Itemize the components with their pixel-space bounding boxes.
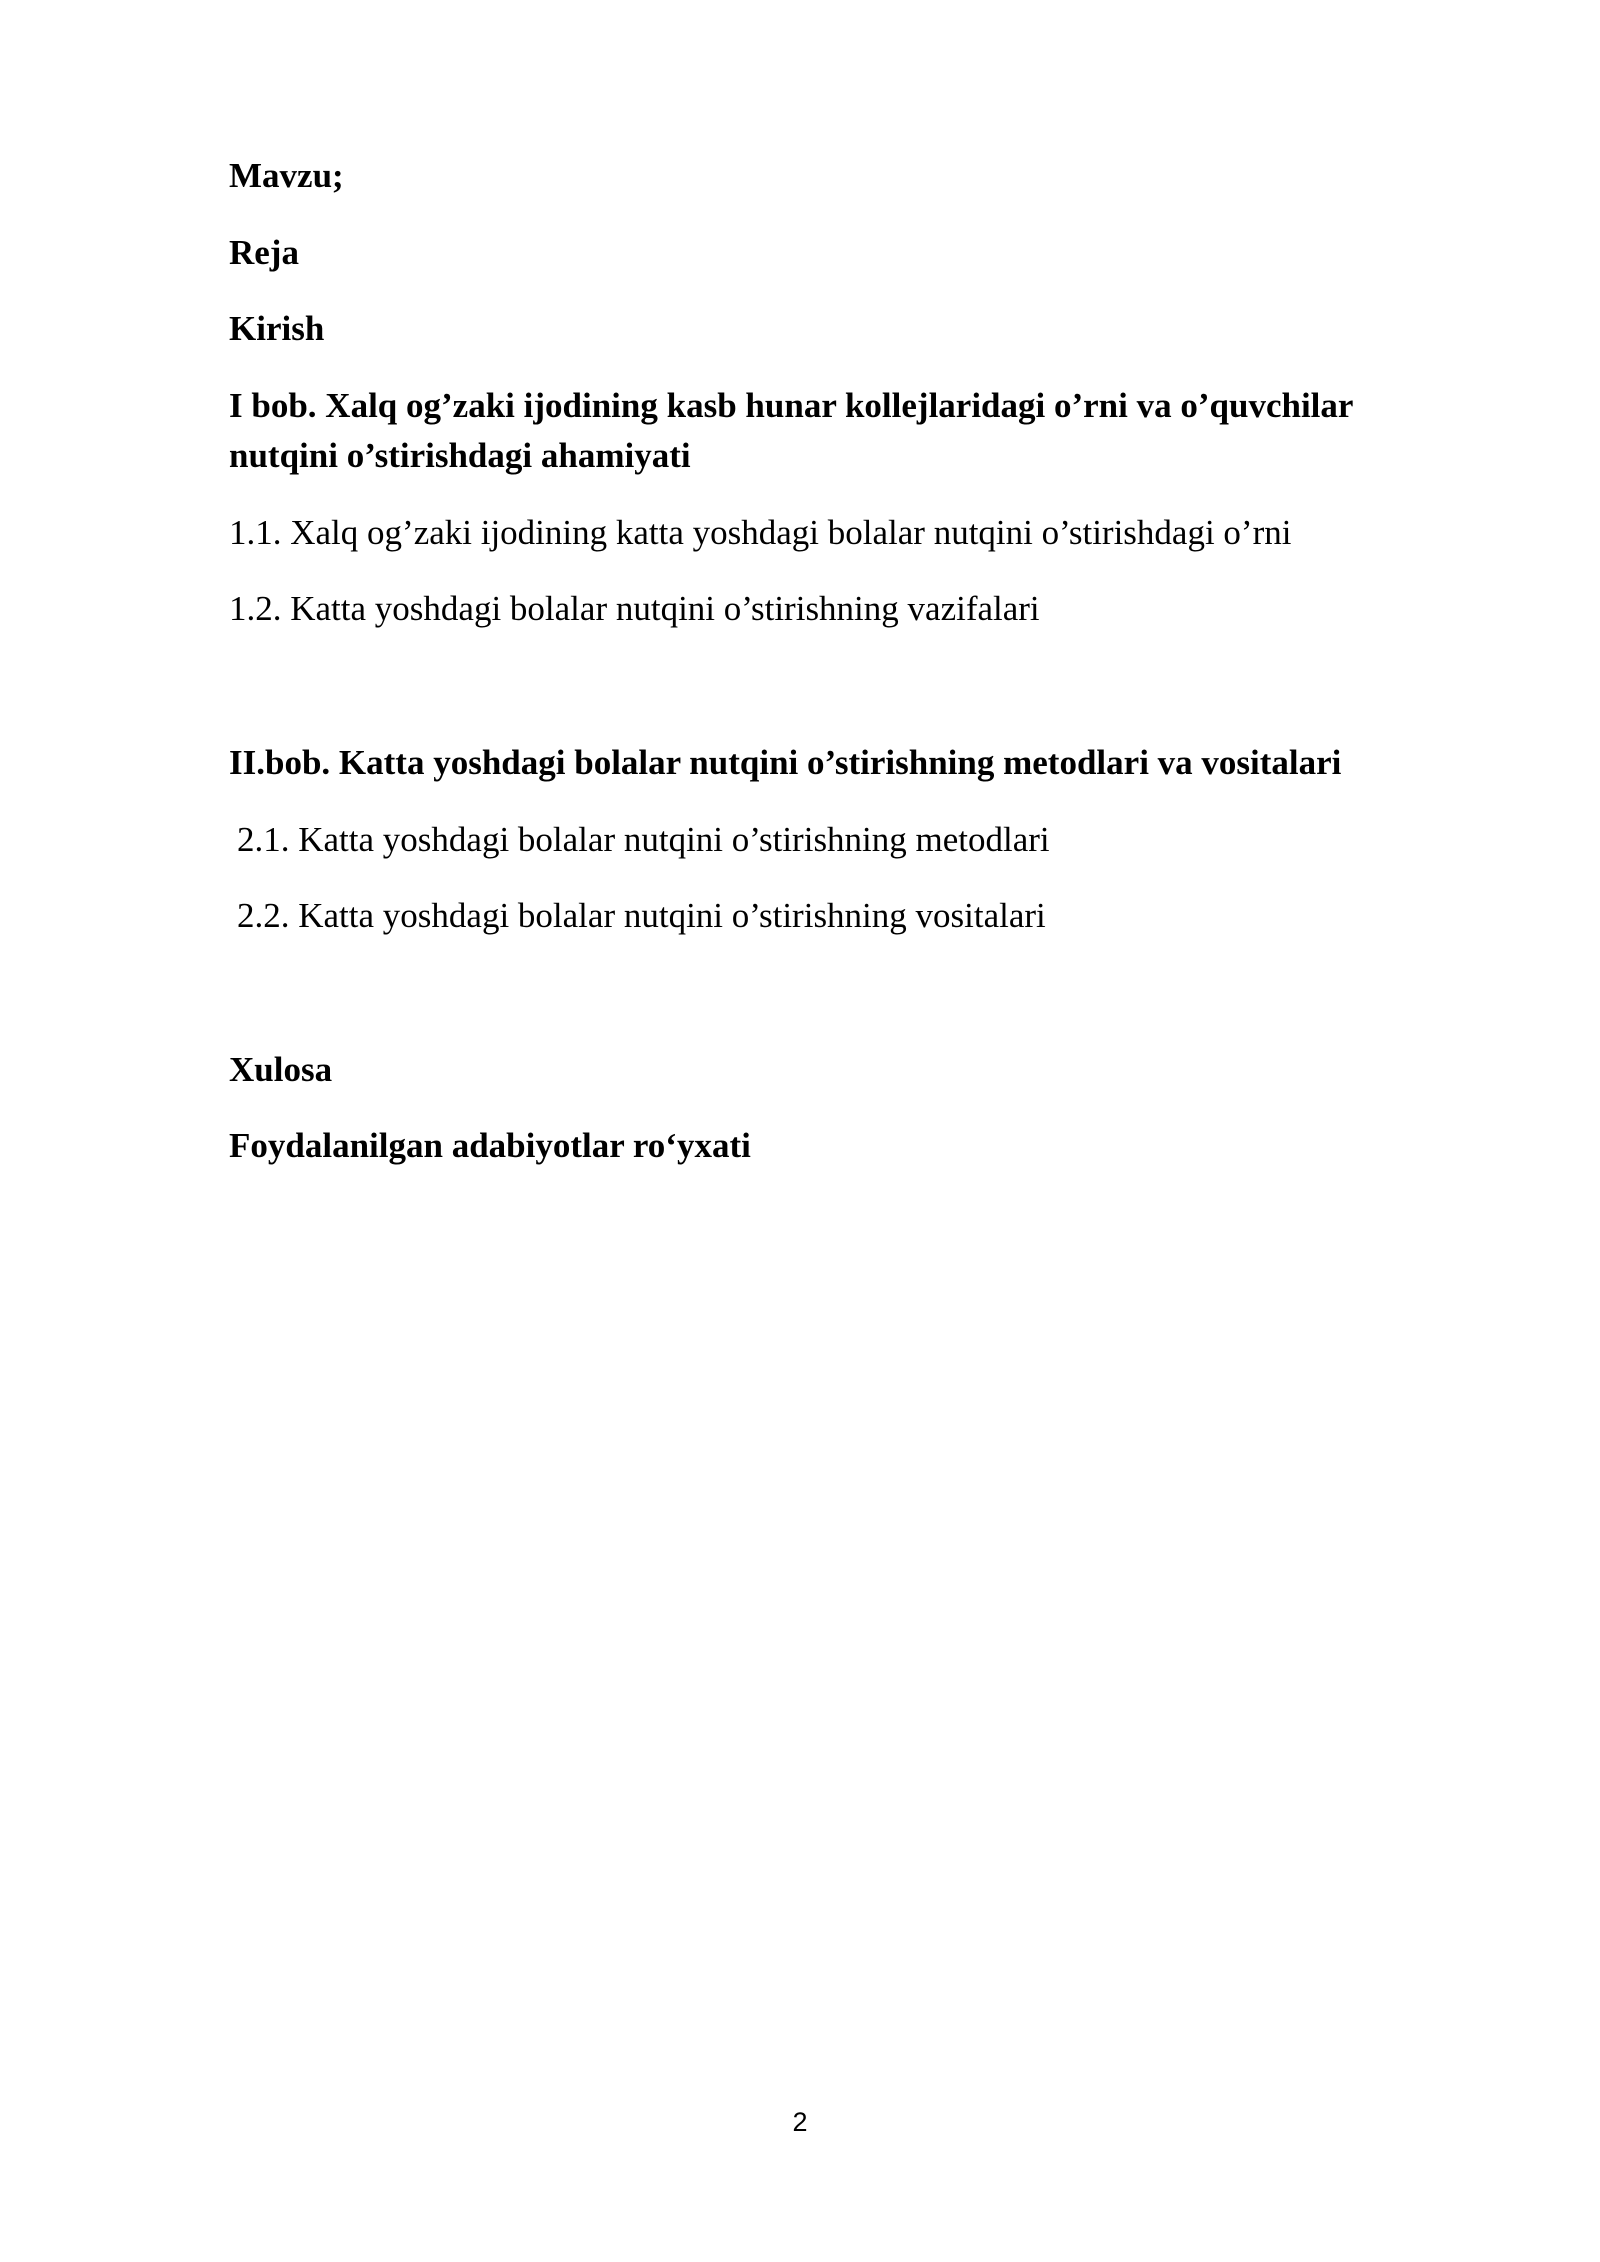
chapter1-title-line2: nutqini o’stirishdagi ahamiyati: [229, 436, 691, 475]
chapter1-section-1: 1.1. Xalq og’zaki ijodining katta yoshdagi bolalar nutqini o’stirishdagi o’rni: [229, 513, 1292, 552]
chapter1-title-line1: I bob. Xalq og’zaki ijodining kasb hunar kollejlaridagi o’rni va o’quvchilar: [229, 386, 1354, 425]
chapter2-section-2: 2.2. Katta yoshdagi bolalar nutqini o’stirishning vositalari: [237, 896, 1046, 935]
plan-heading: Reja: [229, 233, 299, 272]
chapter1-section-2: 1.2. Katta yoshdagi bolalar nutqini o’stirishning vazifalari: [229, 589, 1040, 628]
page-number: 2: [792, 2107, 808, 2137]
references-heading: Foydalanilgan adabiyotlar ro‘yxati: [229, 1126, 751, 1165]
conclusion-heading: Xulosa: [229, 1050, 333, 1089]
chapter2-section-1: 2.1. Katta yoshdagi bolalar nutqini o’stirishning metodlari: [237, 820, 1050, 859]
topic-heading: Mavzu;: [229, 156, 344, 195]
chapter2-title: II.bob. Katta yoshdagi bolalar nutqini o’stirishning metodlari va vositalari: [229, 743, 1342, 782]
introduction-heading: Kirish: [229, 309, 325, 348]
